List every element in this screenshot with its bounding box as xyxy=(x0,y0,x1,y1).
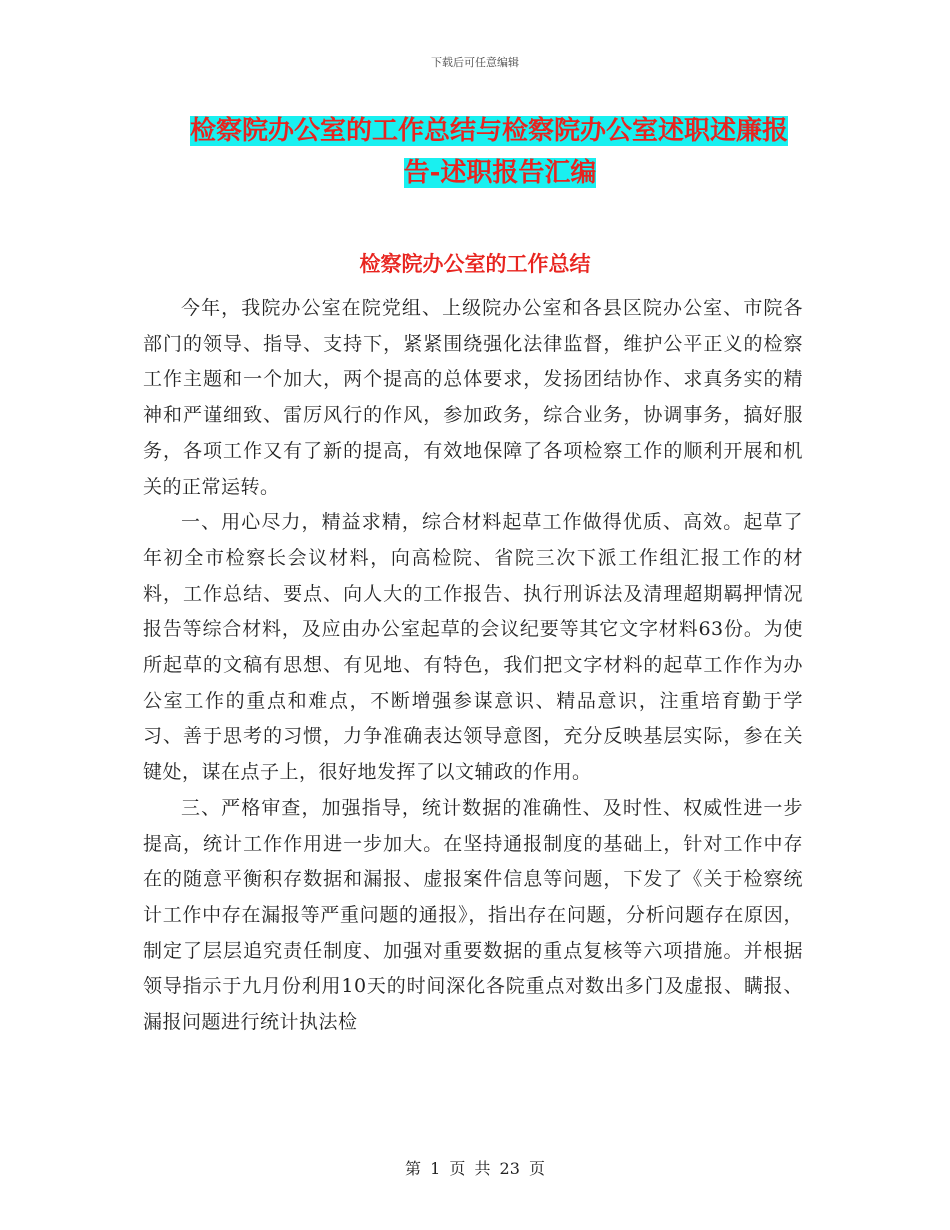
document-title xyxy=(190,110,810,194)
paragraph-materials: 一、用心尽力，精益求精，综合材料起草工作做得优质、高效。起草了年初全市检察长会议材料，向高检院、省院三次下派工作组汇报工作的材料，工作总结、要点、向人大的工作报告、执行刑诉法及清理超期羁押情况报告等综合材料，及应由办公室起草的会议纪要等其它文字材料63份。为使所起草的文稿有思想、有见地、有特色，我们把文字材料的起草工作作为办公室工作的重点和难点，不断增强参谋意识、精品意识，注重培育勤于学习、善于思考的习惯，力争准确表达领导意图，充分反映基层实际，参在关键处，谋在点子上，很好地发挥了以文辅政的作用。 xyxy=(143,511,803,784)
header-note: 下载后可任意编辑 xyxy=(431,56,519,69)
document-body xyxy=(143,291,803,1041)
page-number: 第 1 页 共 23 页 xyxy=(405,1159,545,1178)
document-title-line2: 告-述职报告汇编 xyxy=(403,158,597,188)
document-title-line1: 检察院办公室的工作总结与检察院办公室述职述廉报 xyxy=(190,116,789,146)
paragraph-statistics: 三、严格审查，加强指导，统计数据的准确性、及时性、权威性进一步提高，统计工作作用进一步加大。在坚持通报制度的基础上，针对工作中存在的随意平衡积存数据和漏报、虚报案件信息等问题，下发了《关于检察统计工作中存在漏报等严重问题的通报》，指出存在问题，分析问题存在原因，制定了层层追究责任制度、加强对重要数据的重点复核等六项措施。并根据领导指示于九月份利用10天的时间深化各院重点对数出多门及虚报、瞒报、漏报问题进行统计执法检 xyxy=(143,796,803,1034)
section-title: 检察院办公室的工作总结 xyxy=(359,251,591,276)
paragraph-intro: 今年，我院办公室在院党组、上级院办公室和各县区院办公室、市院各部门的领导、指导、支持下，紧紧围绕强化法律监督，维护公平正义的检察工作主题和一个加大，两个提高的总体要求，发扬团结协作、求真务实的精神和严谨细致、雷厉风行的作风，参加政务，综合业务，协调事务，搞好服务，各项工作又有了新的提高，有效地保障了各项检察工作的顺利开展和机关的正常运转。 xyxy=(143,297,803,498)
